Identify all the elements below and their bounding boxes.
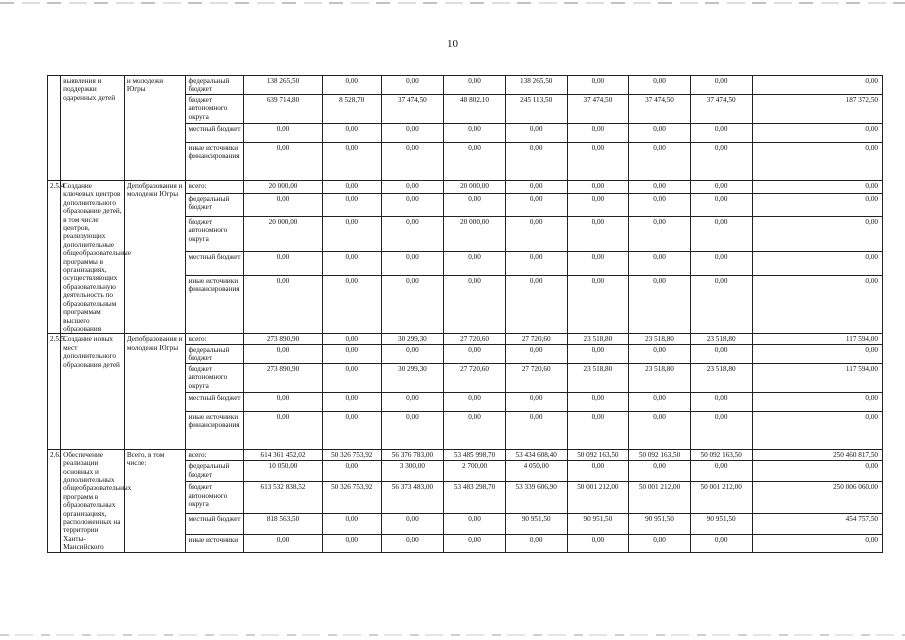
funding-source-cell: бюджет автономного округа [186, 216, 244, 251]
amount-cell: 90 951,50 [629, 514, 691, 535]
funding-source-cell: федеральный бюджет [186, 344, 244, 363]
amount-cell: 273 890,90 [244, 363, 323, 392]
funding-source-cell: всего: [186, 449, 244, 460]
amount-cell: 0,00 [322, 334, 381, 344]
amount-cell: 0,00 [629, 181, 691, 194]
amount-cell: 23 518,80 [629, 334, 691, 344]
amount-cell: 48 802,10 [444, 95, 506, 124]
executor-cell: Депобразования и молодежи Югры [124, 181, 186, 334]
amount-cell: 639 714,80 [244, 95, 323, 124]
activity-name-cell: Создание ключевых центров дополнительного образование детей, в том числе центров, реализующих дополнительные общеобразовательные программы в организациях, осуществляющих образовательную деятельность по образовательным программам высшего образования [61, 181, 125, 334]
amount-cell: 0,00 [690, 344, 752, 363]
amount-cell: 0,00 [629, 411, 691, 449]
amount-cell: 53 483 298,70 [444, 482, 506, 514]
amount-cell: 53 339 606,90 [505, 482, 567, 514]
amount-cell: 0,00 [629, 252, 691, 275]
amount-cell: 0,00 [505, 181, 567, 194]
amount-cell: 0,00 [752, 411, 883, 449]
budget-table [47, 75, 883, 553]
amount-cell: 0,00 [381, 143, 444, 181]
amount-cell: 0,00 [629, 344, 691, 363]
amount-cell: 0,00 [444, 124, 506, 143]
amount-cell: 0,00 [381, 392, 444, 411]
amount-cell: 0,00 [381, 344, 444, 363]
funding-source-cell: федеральный бюджет [186, 76, 244, 95]
amount-cell: 0,00 [690, 193, 752, 216]
funding-source-cell: бюджет автономного округа [186, 95, 244, 124]
activity-name-cell: Обеспечение реализации основных и дополнительных общеобразовательных программ в образовательных организациях, расположенных на территории Ханты-Мансийского [61, 449, 125, 552]
amount-cell: 0,00 [567, 252, 629, 275]
amount-cell: 0,00 [567, 411, 629, 449]
amount-cell: 0,00 [381, 252, 444, 275]
amount-cell: 0,00 [505, 344, 567, 363]
amount-cell: 0,00 [322, 124, 381, 143]
amount-cell: 0,00 [505, 124, 567, 143]
amount-cell: 0,00 [444, 344, 506, 363]
amount-cell: 23 518,80 [629, 363, 691, 392]
amount-cell: 2 700,00 [444, 461, 506, 482]
amount-cell: 0,00 [629, 143, 691, 181]
amount-cell: 0,00 [381, 193, 444, 216]
amount-cell: 614 361 452,02 [244, 449, 323, 460]
amount-cell: 0,00 [505, 216, 567, 251]
amount-cell: 0,00 [381, 534, 444, 552]
amount-cell: 0,00 [244, 344, 323, 363]
amount-cell: 0,00 [505, 534, 567, 552]
amount-cell: 0,00 [690, 216, 752, 251]
row-number-cell: 2.6. [48, 449, 61, 552]
amount-cell: 0,00 [690, 124, 752, 143]
amount-cell: 0,00 [244, 252, 323, 275]
amount-cell: 0,00 [444, 411, 506, 449]
amount-cell: 250 460 817,50 [752, 449, 883, 460]
amount-cell: 0,00 [752, 124, 883, 143]
amount-cell: 0,00 [752, 76, 883, 95]
amount-cell: 0,00 [567, 76, 629, 95]
amount-cell: 0,00 [752, 216, 883, 251]
amount-cell: 0,00 [690, 411, 752, 449]
amount-cell: 20 000,00 [244, 181, 323, 194]
amount-cell: 27 720,60 [444, 363, 506, 392]
amount-cell: 0,00 [629, 193, 691, 216]
amount-cell: 0,00 [322, 514, 381, 535]
amount-cell: 0,00 [444, 275, 506, 334]
amount-cell: 50 001 212,00 [690, 482, 752, 514]
amount-cell: 0,00 [752, 534, 883, 552]
table-row [48, 449, 883, 460]
amount-cell: 0,00 [381, 181, 444, 194]
amount-cell: 0,00 [752, 461, 883, 482]
amount-cell: 23 518,80 [690, 363, 752, 392]
funding-source-cell: иные источники финансирования [186, 275, 244, 334]
amount-cell: 0,00 [381, 411, 444, 449]
amount-cell: 0,00 [690, 143, 752, 181]
amount-cell: 0,00 [322, 216, 381, 251]
amount-cell: 0,00 [381, 514, 444, 535]
amount-cell: 0,00 [629, 392, 691, 411]
amount-cell: 4 050,00 [505, 461, 567, 482]
amount-cell: 37 474,50 [629, 95, 691, 124]
amount-cell: 50 326 753,92 [322, 482, 381, 514]
amount-cell: 0,00 [690, 275, 752, 334]
amount-cell: 27 720,60 [505, 363, 567, 392]
amount-cell: 117 594,00 [752, 363, 883, 392]
amount-cell: 20 000,00 [444, 216, 506, 251]
funding-source-cell: местный бюджет [186, 252, 244, 275]
amount-cell: 250 006 060,00 [752, 482, 883, 514]
executor-cell: и молодежи Югры [124, 76, 186, 181]
amount-cell: 0,00 [505, 411, 567, 449]
funding-source-cell: всего: [186, 181, 244, 194]
amount-cell: 23 518,80 [690, 334, 752, 344]
amount-cell: 0,00 [567, 461, 629, 482]
funding-source-cell: федеральный бюджет [186, 193, 244, 216]
amount-cell: 20 000,00 [244, 216, 323, 251]
amount-cell: 138 265,50 [505, 76, 567, 95]
page-number: 10 [447, 38, 458, 50]
amount-cell: 50 326 753,92 [322, 449, 381, 460]
amount-cell: 0,00 [444, 514, 506, 535]
table-row [48, 76, 883, 95]
amount-cell: 613 532 838,52 [244, 482, 323, 514]
row-number-cell: 2.5.5. [48, 334, 61, 449]
amount-cell: 0,00 [629, 216, 691, 251]
executor-cell: Депобразования и молодежи Югры [124, 334, 186, 449]
amount-cell: 0,00 [381, 124, 444, 143]
amount-cell: 20 000,00 [444, 181, 506, 194]
row-number-cell [48, 76, 61, 181]
funding-source-cell: иные источники финансирования [186, 143, 244, 181]
amount-cell: 0,00 [752, 392, 883, 411]
amount-cell: 8 528,70 [322, 95, 381, 124]
funding-source-cell: местный бюджет [186, 514, 244, 535]
amount-cell: 37 474,50 [381, 95, 444, 124]
amount-cell: 0,00 [567, 392, 629, 411]
amount-cell: 56 376 783,00 [381, 449, 444, 460]
amount-cell: 90 951,50 [690, 514, 752, 535]
amount-cell: 50 092 163,50 [567, 449, 629, 460]
amount-cell: 53 485 998,70 [444, 449, 506, 460]
amount-cell: 0,00 [690, 461, 752, 482]
amount-cell: 50 001 212,00 [567, 482, 629, 514]
amount-cell: 0,00 [244, 534, 323, 552]
amount-cell: 56 373 483,00 [381, 482, 444, 514]
table-row [48, 181, 883, 194]
amount-cell: 245 113,50 [505, 95, 567, 124]
amount-cell: 0,00 [567, 275, 629, 334]
amount-cell: 0,00 [244, 143, 323, 181]
amount-cell: 50 001 212,00 [629, 482, 691, 514]
amount-cell: 0,00 [322, 252, 381, 275]
funding-source-cell: всего: [186, 334, 244, 344]
amount-cell: 0,00 [444, 252, 506, 275]
executor-cell: Всего, в том числе: [124, 449, 186, 552]
activity-name-cell: выявления и поддержки одаренных детей [61, 76, 125, 181]
amount-cell: 0,00 [505, 252, 567, 275]
funding-source-cell: иные источники [186, 534, 244, 552]
amount-cell: 0,00 [322, 275, 381, 334]
funding-source-cell: федеральный бюджет [186, 461, 244, 482]
amount-cell: 3 300,00 [381, 461, 444, 482]
amount-cell: 0,00 [752, 275, 883, 334]
amount-cell: 0,00 [505, 392, 567, 411]
amount-cell: 0,00 [690, 392, 752, 411]
amount-cell: 30 299,30 [381, 334, 444, 344]
amount-cell: 0,00 [505, 193, 567, 216]
amount-cell: 0,00 [322, 411, 381, 449]
amount-cell: 0,00 [752, 252, 883, 275]
amount-cell: 117 594,00 [752, 334, 883, 344]
amount-cell: 0,00 [690, 534, 752, 552]
amount-cell: 0,00 [505, 143, 567, 181]
amount-cell: 0,00 [752, 143, 883, 181]
amount-cell: 27 720,60 [505, 334, 567, 344]
scan-edge-top [0, 2, 905, 4]
amount-cell: 50 092 163,50 [629, 449, 691, 460]
amount-cell: 0,00 [567, 534, 629, 552]
amount-cell: 0,00 [444, 534, 506, 552]
amount-cell: 0,00 [381, 275, 444, 334]
amount-cell: 0,00 [629, 461, 691, 482]
amount-cell: 0,00 [244, 124, 323, 143]
amount-cell: 0,00 [244, 193, 323, 216]
row-number-cell: 2.5.4 [48, 181, 61, 334]
amount-cell: 0,00 [322, 344, 381, 363]
amount-cell: 0,00 [567, 143, 629, 181]
amount-cell: 0,00 [322, 392, 381, 411]
amount-cell: 0,00 [444, 76, 506, 95]
amount-cell: 0,00 [322, 181, 381, 194]
amount-cell: 0,00 [567, 181, 629, 194]
amount-cell: 0,00 [752, 181, 883, 194]
amount-cell: 0,00 [444, 392, 506, 411]
amount-cell: 0,00 [567, 216, 629, 251]
amount-cell: 30 299,30 [381, 363, 444, 392]
amount-cell: 0,00 [244, 392, 323, 411]
amount-cell: 0,00 [444, 143, 506, 181]
amount-cell: 0,00 [690, 181, 752, 194]
amount-cell: 187 372,50 [752, 95, 883, 124]
amount-cell: 23 518,80 [567, 363, 629, 392]
amount-cell: 0,00 [444, 193, 506, 216]
amount-cell: 0,00 [629, 124, 691, 143]
amount-cell: 27 720,60 [444, 334, 506, 344]
amount-cell: 0,00 [322, 143, 381, 181]
amount-cell: 53 434 608,40 [505, 449, 567, 460]
amount-cell: 0,00 [752, 193, 883, 216]
amount-cell: 0,00 [322, 193, 381, 216]
amount-cell: 0,00 [322, 534, 381, 552]
amount-cell: 454 757,50 [752, 514, 883, 535]
amount-cell: 0,00 [322, 461, 381, 482]
table-row [48, 334, 883, 344]
amount-cell: 0,00 [629, 76, 691, 95]
amount-cell: 0,00 [690, 252, 752, 275]
amount-cell: 0,00 [690, 76, 752, 95]
scan-edge-bottom [0, 634, 905, 636]
amount-cell: 0,00 [629, 534, 691, 552]
amount-cell: 0,00 [567, 193, 629, 216]
amount-cell: 273 890,90 [244, 334, 323, 344]
amount-cell: 90 951,50 [567, 514, 629, 535]
amount-cell: 0,00 [244, 411, 323, 449]
amount-cell: 0,00 [381, 76, 444, 95]
amount-cell: 0,00 [322, 363, 381, 392]
amount-cell: 37 474,50 [567, 95, 629, 124]
amount-cell: 0,00 [567, 124, 629, 143]
amount-cell: 0,00 [381, 216, 444, 251]
funding-source-cell: бюджет автономного округа [186, 482, 244, 514]
amount-cell: 23 518,80 [567, 334, 629, 344]
amount-cell: 818 563,50 [244, 514, 323, 535]
amount-cell: 0,00 [322, 76, 381, 95]
amount-cell: 0,00 [244, 275, 323, 334]
amount-cell: 138 265,50 [244, 76, 323, 95]
funding-source-cell: местный бюджет [186, 124, 244, 143]
activity-name-cell: Создание новых мест дополнительного образования детей [61, 334, 125, 449]
amount-cell: 10 050,00 [244, 461, 323, 482]
amount-cell: 0,00 [752, 344, 883, 363]
amount-cell: 0,00 [505, 275, 567, 334]
amount-cell: 37 474,50 [690, 95, 752, 124]
funding-source-cell: иные источники финансирования [186, 411, 244, 449]
amount-cell: 50 092 163,50 [690, 449, 752, 460]
funding-source-cell: местный бюджет [186, 392, 244, 411]
funding-source-cell: бюджет автономного округа [186, 363, 244, 392]
amount-cell: 0,00 [629, 275, 691, 334]
amount-cell: 90 951,50 [505, 514, 567, 535]
amount-cell: 0,00 [567, 344, 629, 363]
